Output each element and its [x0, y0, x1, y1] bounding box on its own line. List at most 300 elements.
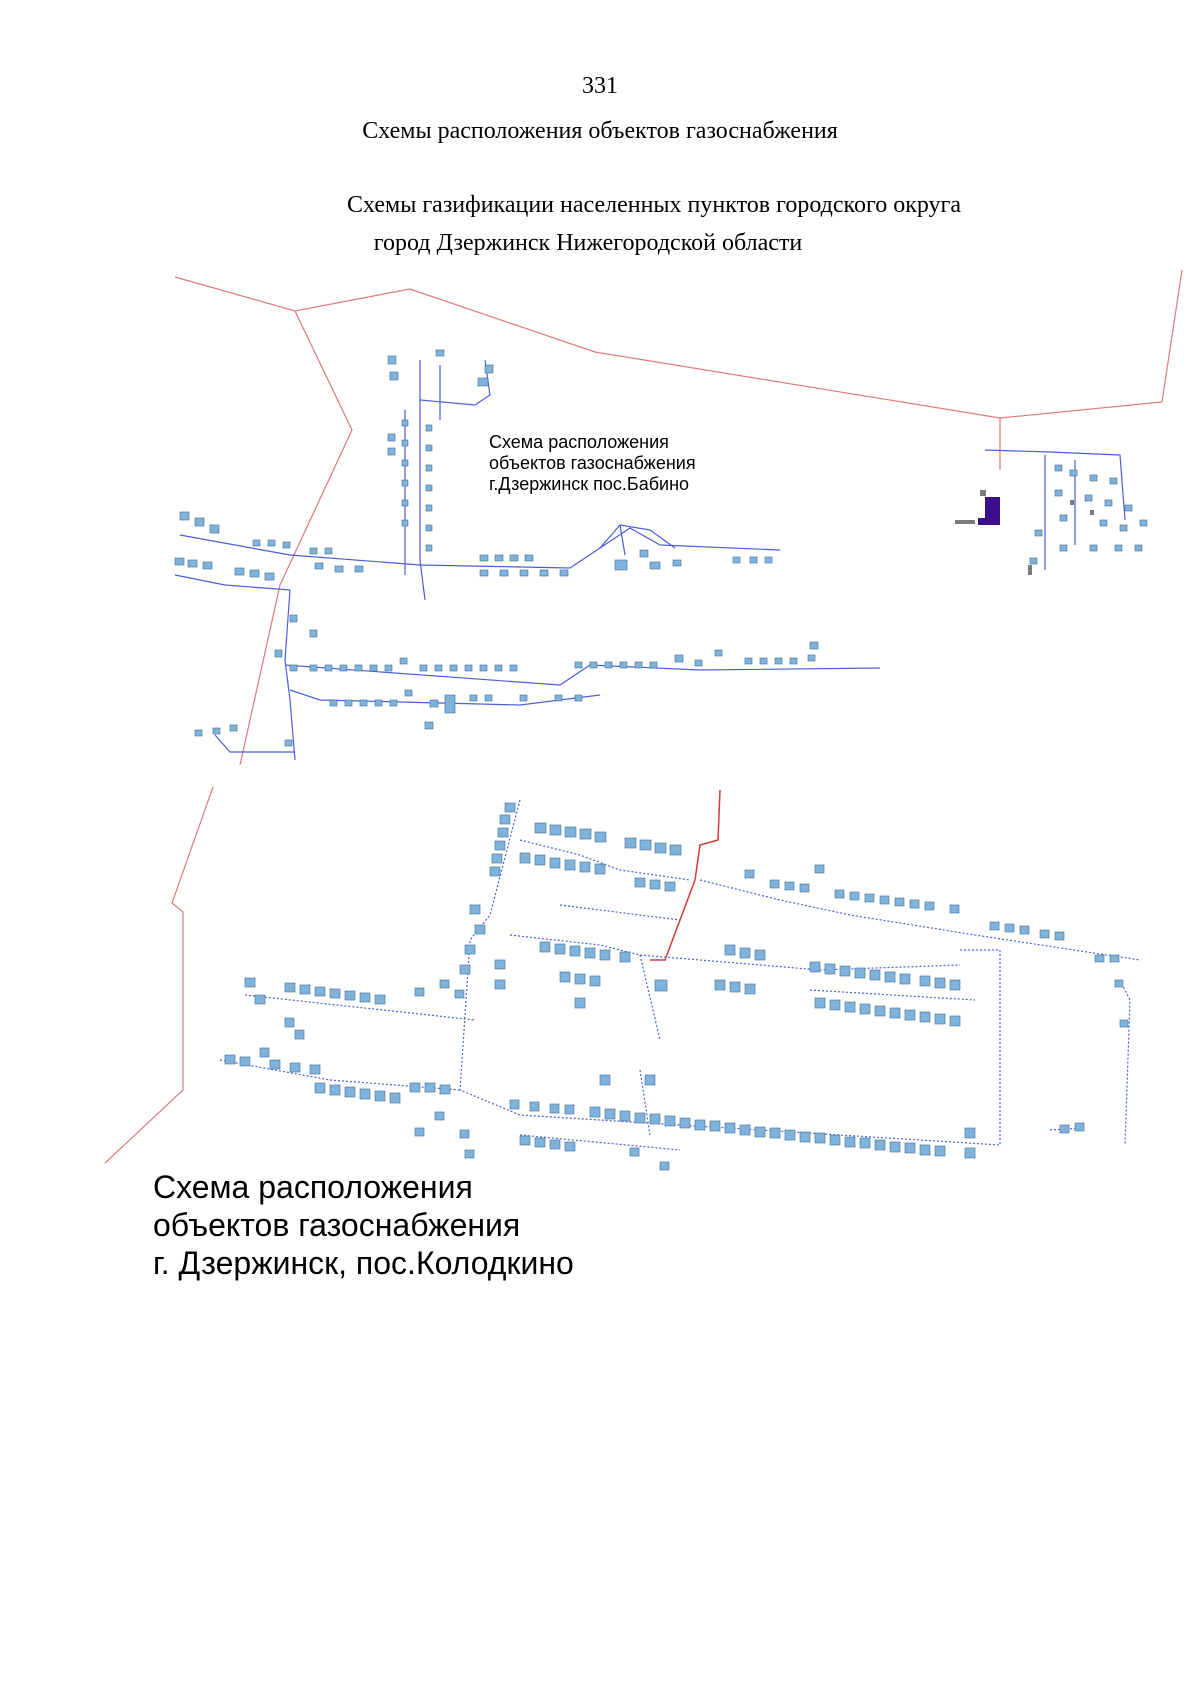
building	[750, 557, 757, 563]
building	[520, 853, 530, 863]
building	[535, 855, 545, 865]
building	[285, 983, 295, 992]
building	[1075, 1123, 1084, 1131]
building	[635, 1113, 645, 1123]
building	[680, 1118, 690, 1128]
building	[175, 558, 184, 565]
boundary-west	[105, 787, 213, 1163]
building	[770, 1128, 780, 1138]
building	[388, 434, 395, 441]
building	[285, 740, 292, 746]
building	[800, 1132, 810, 1142]
building	[388, 448, 395, 455]
building	[390, 700, 397, 706]
building	[740, 948, 750, 958]
building	[260, 1048, 269, 1057]
building	[188, 560, 197, 567]
building	[1060, 515, 1067, 521]
pipeline-east-village	[985, 450, 1125, 520]
building	[426, 425, 432, 431]
pipeline-main-loop	[460, 800, 1000, 1145]
building	[620, 952, 630, 962]
building	[410, 1083, 420, 1092]
building	[935, 978, 945, 988]
building	[575, 974, 585, 984]
building	[505, 803, 515, 812]
building	[665, 1116, 675, 1126]
building	[630, 1148, 639, 1156]
building	[275, 650, 282, 657]
building	[650, 562, 660, 569]
building	[426, 445, 432, 451]
building	[830, 1000, 840, 1010]
building	[255, 995, 265, 1004]
pipeline-arc-stub	[620, 525, 625, 555]
building	[445, 695, 455, 713]
building	[695, 660, 702, 666]
building	[460, 965, 470, 974]
building	[800, 884, 809, 892]
boundary-lines-dark	[650, 790, 720, 960]
building	[815, 998, 825, 1008]
buildings	[225, 803, 1128, 1170]
building	[715, 650, 722, 656]
building	[465, 665, 472, 671]
building	[660, 1162, 669, 1170]
building	[530, 1102, 539, 1111]
building	[345, 991, 355, 1000]
building	[880, 896, 889, 904]
building	[385, 665, 392, 671]
boundary-east	[650, 790, 720, 960]
building	[525, 555, 533, 561]
building	[490, 867, 500, 876]
building	[550, 1104, 559, 1113]
pipeline-east-edge	[1120, 980, 1130, 1145]
building	[550, 825, 561, 835]
building	[640, 840, 651, 850]
building	[436, 350, 444, 356]
building	[1120, 525, 1127, 531]
building	[665, 882, 675, 891]
building	[230, 725, 237, 731]
building	[875, 1140, 885, 1150]
map-label-line: объектов газоснабжения	[489, 453, 696, 473]
map-babino	[0, 265, 1200, 765]
building	[500, 815, 510, 824]
building	[315, 563, 323, 569]
building	[740, 1125, 750, 1135]
building	[865, 894, 874, 902]
building	[650, 880, 660, 889]
building	[426, 505, 432, 511]
building	[495, 841, 505, 850]
building	[1035, 530, 1042, 536]
building	[640, 550, 648, 557]
building	[300, 985, 310, 994]
building	[360, 700, 367, 706]
building	[600, 950, 610, 960]
building	[565, 860, 575, 870]
building	[555, 944, 565, 954]
section-title: Схемы расположения объектов газоснабжения	[362, 118, 838, 144]
building	[345, 700, 352, 706]
building	[790, 658, 797, 664]
building	[475, 925, 485, 934]
building	[845, 1137, 855, 1147]
building	[1115, 980, 1123, 987]
building	[900, 974, 910, 984]
building	[402, 500, 408, 506]
building	[1040, 930, 1049, 938]
building	[1055, 932, 1064, 940]
building	[535, 823, 546, 833]
building	[480, 570, 488, 576]
building	[485, 365, 493, 373]
boundary-lines	[105, 787, 213, 1163]
building	[360, 1089, 370, 1099]
building	[195, 730, 202, 736]
building	[560, 972, 570, 982]
building	[650, 1114, 660, 1124]
building	[725, 945, 735, 955]
building	[770, 880, 779, 888]
building	[340, 665, 347, 671]
building	[840, 966, 850, 976]
buildings	[175, 350, 1147, 746]
building	[1140, 520, 1147, 526]
heading-line-1: Схемы газификации населенных пунктов городского округа	[346, 192, 962, 218]
building	[425, 722, 433, 729]
building	[730, 982, 740, 992]
building	[520, 570, 528, 576]
building	[330, 989, 340, 998]
building	[745, 658, 752, 664]
boundary-lines	[175, 270, 1182, 765]
building	[283, 542, 290, 548]
building	[480, 555, 488, 561]
building	[785, 882, 794, 890]
building	[860, 1138, 870, 1148]
pipeline-east-arc	[600, 525, 675, 548]
building	[935, 1014, 945, 1024]
gray-object	[1028, 565, 1032, 575]
building	[905, 1143, 915, 1153]
building	[390, 1093, 400, 1103]
building	[1060, 1125, 1069, 1133]
building	[1090, 545, 1097, 551]
building	[575, 662, 582, 668]
building	[285, 1018, 294, 1027]
building	[550, 858, 560, 868]
building	[625, 838, 636, 848]
building	[355, 566, 363, 572]
building	[426, 525, 432, 531]
building	[210, 525, 219, 533]
building	[925, 902, 934, 910]
building	[402, 480, 408, 486]
building	[465, 1150, 474, 1158]
building	[895, 898, 904, 906]
building	[1030, 558, 1037, 564]
building	[370, 665, 377, 671]
building	[492, 854, 502, 863]
building	[375, 995, 385, 1004]
building	[590, 976, 600, 986]
building	[315, 987, 325, 996]
building	[325, 665, 332, 671]
building	[290, 665, 297, 671]
map-label-line: г.Дзержинск пос.Бабино	[489, 474, 690, 494]
heading-line-2: город Дзержинск Нижегородской области	[373, 230, 803, 256]
map-kolodkino	[0, 780, 1200, 1180]
map-label-line: Схема расположения	[489, 432, 669, 452]
building	[565, 1105, 574, 1114]
building	[1105, 500, 1112, 506]
pipeline-north-row-2	[560, 905, 680, 920]
pipeline-east-main	[180, 528, 780, 568]
building	[495, 665, 502, 671]
building	[520, 1136, 530, 1145]
building	[635, 662, 642, 668]
building	[1110, 478, 1117, 484]
building	[520, 695, 527, 701]
building	[400, 658, 407, 664]
building	[775, 658, 782, 664]
building	[855, 968, 865, 978]
building	[510, 555, 518, 561]
building	[498, 828, 508, 837]
building	[950, 1016, 960, 1026]
gray-object	[955, 520, 975, 524]
building	[253, 540, 260, 546]
pipeline-east-row	[700, 880, 1140, 960]
gas-facility	[978, 497, 1000, 525]
building	[655, 980, 667, 991]
building	[270, 1060, 280, 1069]
building	[990, 922, 999, 930]
building	[180, 512, 189, 520]
building	[590, 662, 597, 668]
gas-pipelines	[175, 360, 1125, 760]
building	[470, 695, 477, 701]
building	[595, 832, 606, 842]
building	[345, 1087, 355, 1097]
building	[450, 665, 457, 671]
building	[240, 1057, 250, 1066]
building	[1115, 545, 1122, 551]
building	[950, 980, 960, 990]
building	[390, 372, 398, 380]
building	[290, 615, 297, 622]
building	[575, 695, 582, 701]
building	[950, 905, 959, 913]
pipeline-south-west	[215, 735, 295, 752]
building	[1070, 470, 1077, 476]
building	[825, 964, 835, 974]
building	[935, 1146, 945, 1156]
building	[420, 665, 427, 671]
building	[570, 946, 580, 956]
map-label-kolodkino	[153, 1168, 574, 1282]
building	[495, 980, 505, 989]
page-number: 331	[582, 73, 618, 99]
building	[495, 960, 505, 969]
building	[485, 695, 492, 701]
building	[310, 1065, 320, 1074]
building	[695, 1120, 705, 1130]
building	[715, 980, 725, 990]
building	[620, 662, 627, 668]
building	[330, 1085, 340, 1095]
building	[426, 465, 432, 471]
map-label-line: Схема расположения	[153, 1169, 473, 1205]
building	[590, 1107, 600, 1117]
building	[402, 520, 408, 526]
building	[335, 566, 343, 572]
building	[890, 1008, 900, 1018]
pipeline-north-south	[420, 400, 425, 600]
building	[360, 993, 370, 1002]
building	[1060, 545, 1067, 551]
building	[555, 695, 562, 701]
building	[480, 665, 487, 671]
building	[810, 642, 818, 649]
building	[402, 440, 408, 446]
building	[415, 1128, 424, 1136]
building	[1055, 490, 1062, 496]
building	[565, 827, 576, 837]
building	[673, 560, 681, 566]
building	[388, 356, 396, 364]
building	[605, 1109, 615, 1119]
building	[670, 845, 681, 855]
building	[1100, 520, 1107, 526]
pipeline-east-row-2	[810, 990, 975, 1000]
building	[635, 878, 645, 887]
building	[645, 1075, 655, 1085]
building	[835, 890, 844, 898]
building	[808, 655, 815, 661]
building	[355, 665, 362, 671]
building	[605, 662, 612, 668]
boundary-west	[240, 311, 352, 765]
building	[870, 970, 880, 980]
building	[430, 700, 438, 707]
building	[402, 420, 408, 426]
building	[725, 1123, 735, 1133]
building	[265, 573, 274, 580]
building	[815, 1133, 825, 1143]
building	[455, 990, 464, 998]
building	[245, 978, 255, 987]
building	[440, 1085, 450, 1094]
building	[315, 1083, 325, 1093]
building	[290, 1063, 300, 1072]
special-objects	[955, 490, 1094, 575]
building	[235, 568, 244, 575]
building	[850, 892, 859, 900]
building	[470, 905, 480, 914]
building	[310, 665, 317, 671]
building	[268, 540, 275, 546]
building	[860, 1004, 870, 1014]
building	[225, 1055, 235, 1064]
pipeline-middle-spine	[640, 955, 660, 1040]
building	[905, 1010, 915, 1020]
building	[310, 630, 317, 637]
building	[1095, 955, 1104, 962]
building	[435, 665, 442, 671]
building	[415, 988, 424, 996]
building	[760, 658, 767, 664]
building	[1020, 926, 1029, 934]
building	[745, 984, 755, 994]
building	[1055, 465, 1062, 471]
building	[580, 829, 591, 839]
building	[426, 545, 432, 551]
building	[495, 555, 503, 561]
building	[733, 557, 740, 563]
building	[755, 1127, 765, 1137]
building	[425, 1083, 435, 1092]
building	[195, 518, 204, 526]
map-label-babino	[489, 432, 696, 495]
building	[965, 1128, 975, 1138]
map-label-line: объектов газоснабжения	[153, 1207, 521, 1243]
building	[615, 560, 627, 570]
building	[830, 1135, 840, 1145]
building	[478, 378, 488, 386]
building	[710, 1121, 720, 1131]
building	[920, 1012, 930, 1022]
building	[620, 1111, 630, 1121]
building	[560, 570, 568, 576]
building	[965, 1148, 975, 1158]
building	[575, 998, 585, 1008]
building	[1090, 475, 1097, 481]
building	[815, 865, 824, 873]
building	[250, 570, 259, 577]
gray-object	[1090, 510, 1094, 515]
building	[585, 948, 595, 958]
building	[405, 690, 412, 696]
building	[565, 1142, 575, 1151]
building	[920, 976, 930, 986]
building	[465, 945, 475, 954]
building	[203, 562, 212, 569]
building	[910, 900, 919, 908]
building	[510, 1100, 519, 1109]
building	[595, 864, 605, 874]
building	[785, 1130, 795, 1140]
building	[330, 700, 337, 706]
building	[540, 570, 548, 576]
building	[920, 1145, 930, 1155]
building	[540, 942, 550, 952]
building	[600, 1075, 610, 1085]
building	[375, 1091, 385, 1101]
building	[550, 1140, 560, 1149]
building	[310, 548, 317, 554]
building	[1135, 545, 1142, 551]
building	[875, 1006, 885, 1016]
building	[845, 1002, 855, 1012]
boundary-north	[175, 270, 1182, 418]
building	[1005, 924, 1014, 932]
building	[1085, 495, 1092, 501]
building	[213, 728, 220, 734]
